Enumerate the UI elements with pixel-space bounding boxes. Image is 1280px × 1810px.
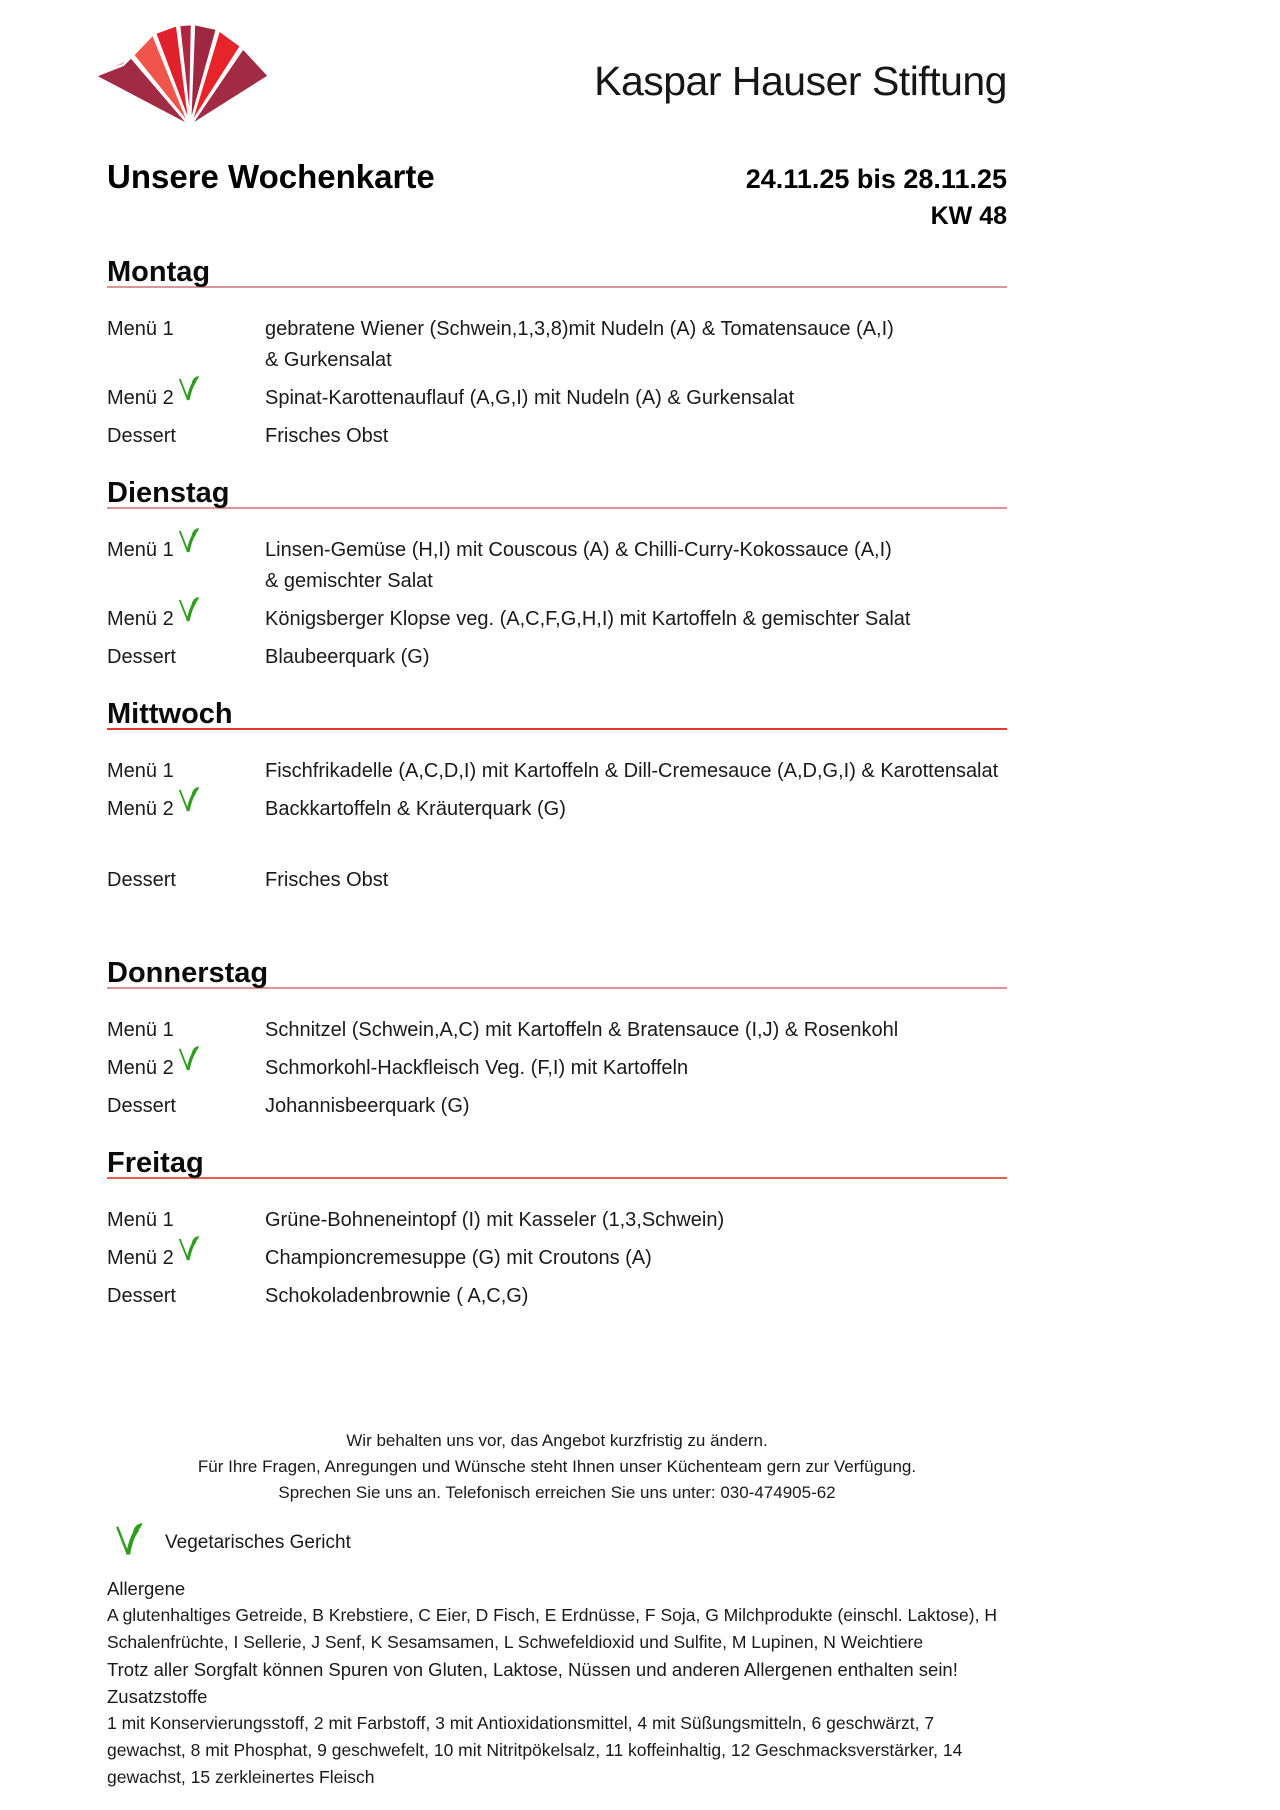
day-heading-rule xyxy=(107,699,1007,730)
menu-label: Menü 2 xyxy=(107,1243,265,1274)
dish-text: Schnitzel (Schwein,A,C) mit Kartoffeln & Bratensauce (I,J) & Rosenkohl xyxy=(265,1019,899,1041)
day-heading-rule xyxy=(107,958,1007,989)
dish-text: Königsberger Klopse veg. (A,C,F,G,H,I) mit Kartoffeln & gemischter Salat xyxy=(265,608,911,630)
week-number: KW 48 xyxy=(930,202,1007,230)
additives-title: Zusatzstoffe xyxy=(107,1686,208,1707)
vegetarian-icon xyxy=(177,1235,199,1273)
menu-label: Menü 2 xyxy=(107,383,265,414)
menu-label: Menü 1 xyxy=(107,1209,174,1231)
menu-label: Menü 2 xyxy=(107,604,265,635)
menu-row xyxy=(107,794,1007,825)
dish-text: Schmorkohl-Hackfleisch Veg. (F,I) mit Kartoffeln xyxy=(265,1057,689,1079)
allergens-title: Allergene xyxy=(107,1578,186,1599)
menu-label: Menü 1 xyxy=(107,535,265,597)
day-heading: Mittwoch xyxy=(107,698,233,730)
menu-row xyxy=(107,865,1007,896)
menu-label: Dessert xyxy=(107,1285,176,1307)
legend-label: Vegetarisches Gericht xyxy=(165,1531,351,1553)
menu-row xyxy=(107,756,1007,787)
dish-text: gebratene Wiener (Schwein,1,3,8)mit Nudeln (A) & Tomatensauce (A,I) & Gurkensalat xyxy=(265,318,894,371)
note-line: Wir behalten uns vor, das Angebot kurzfristig zu ändern. xyxy=(346,1431,768,1450)
dish-text: Backkartoffeln & Kräuterquark (G) xyxy=(265,798,566,820)
menu-label: Menü 1 xyxy=(107,318,174,340)
dish-text: Johannisbeerquark (G) xyxy=(265,1095,470,1117)
day-section-freitag xyxy=(107,1148,1007,1312)
menu-row xyxy=(107,1205,1007,1236)
menu-label: Dessert xyxy=(107,869,176,891)
menu-row xyxy=(107,642,1007,673)
menu-row xyxy=(107,383,1007,414)
menu-row xyxy=(107,1053,1007,1084)
dish-text: Spinat-Karottenauflauf (A,G,I) mit Nudeln (A) & Gurkensalat xyxy=(265,387,795,409)
menu-row xyxy=(107,421,1007,452)
additives-list: 1 mit Konservierungsstoff, 2 mit Farbstoff, 3 mit Antioxidationsmittel, 4 mit Süßungsmitteln, 6 geschwärzt, 7 gewachst, 8 mit Phosphat, 9 geschwefelt, 10 mit Nitritpökelsalz, 11 koffeinhaltig, 12 Geschmacksverstärker, 14 gewachst, 15 zerkleinertes Fleisch xyxy=(107,1713,963,1787)
menu-label: Dessert xyxy=(107,646,176,668)
dish-text: Linsen-Gemüse (H,I) mit Couscous (A) & Chilli-Curry-Kokossauce (A,I) & gemischter Salat xyxy=(265,539,892,592)
header xyxy=(107,0,1007,142)
page-title: Unsere Wochenkarte xyxy=(107,158,435,195)
day-heading-rule xyxy=(107,1148,1007,1179)
menu-row xyxy=(107,314,1007,376)
allergen-warning: Trotz aller Sorgfalt können Spuren von Gluten, Laktose, Nüssen und anderen Allergenen enthalten sein! xyxy=(107,1659,958,1680)
menu-row xyxy=(107,1015,1007,1046)
dish-text: Frisches Obst xyxy=(265,425,389,447)
menu-label: Menü 2 xyxy=(107,1053,265,1084)
day-heading: Freitag xyxy=(107,1147,204,1179)
title-row xyxy=(107,158,1007,196)
dish-text: Fischfrikadelle (A,C,D,I) mit Kartoffeln & Dill-Cremesauce (A,D,G,I) & Karottensalat xyxy=(265,760,999,782)
menu-label: Menü 1 xyxy=(107,760,174,782)
vegetarian-icon xyxy=(177,527,199,565)
day-heading: Donnerstag xyxy=(107,957,269,989)
dish-text: Grüne-Bohneneintopf (I) mit Kasseler (1,3,Schwein) xyxy=(265,1209,725,1231)
foundation-logo-icon xyxy=(93,24,279,133)
day-section-montag xyxy=(107,257,1007,452)
date-range: 24.11.25 bis 28.11.25 xyxy=(745,164,1007,194)
kitchen-notes xyxy=(107,1428,1007,1506)
menu-row xyxy=(107,1091,1007,1122)
menu-label: Dessert xyxy=(107,425,176,447)
day-heading-rule xyxy=(107,478,1007,509)
note-line: Für Ihre Fragen, Anregungen und Wünsche steht Ihnen unser Küchenteam gern zur Verfügung. xyxy=(197,1457,917,1476)
dish-text: Frisches Obst xyxy=(265,869,389,891)
menu-row xyxy=(107,604,1007,635)
menu-label: Menü 1 xyxy=(107,1019,174,1041)
menu-label: Dessert xyxy=(107,1095,176,1117)
org-name: Kaspar Hauser Stiftung xyxy=(594,58,1007,104)
day-section-mittwoch xyxy=(107,699,1007,896)
vegetarian-icon xyxy=(113,1522,143,1563)
vegetarian-icon xyxy=(177,375,199,413)
day-heading: Montag xyxy=(107,256,211,288)
note-line: Sprechen Sie uns an. Telefonisch erreichen Sie uns unter: 030-474905-62 xyxy=(278,1483,836,1502)
day-heading-rule xyxy=(107,257,1007,288)
menu-row xyxy=(107,1281,1007,1312)
day-section-dienstag xyxy=(107,478,1007,673)
day-section-donnerstag xyxy=(107,958,1007,1122)
vegetarian-icon xyxy=(177,1045,199,1083)
dish-text: Championcremesuppe (G) mit Croutons (A) xyxy=(265,1247,652,1269)
vegetarian-icon xyxy=(177,786,199,824)
dish-text: Blaubeerquark (G) xyxy=(265,646,430,668)
day-heading: Dienstag xyxy=(107,477,230,509)
allergen-info xyxy=(107,1575,1007,1791)
menu-row xyxy=(107,1243,1007,1274)
allergens-list: A glutenhaltiges Getreide, B Krebstiere, C Eier, D Fisch, E Erdnüsse, F Soja, G Milchprodukte (einschl. Laktose), H Schalenfrüchte, I Sellerie, J Senf, K Sesamsamen, L Schwefeldioxid und Sulfite, M Lupinen, N Weichtiere xyxy=(107,1605,997,1652)
dish-text: Schokoladenbrownie ( A,C,G) xyxy=(265,1285,529,1307)
vegetarian-icon xyxy=(177,596,199,634)
menu-label: Menü 2 xyxy=(107,794,265,825)
vegetarian-legend xyxy=(113,1522,1007,1563)
menu-row xyxy=(107,535,1007,597)
